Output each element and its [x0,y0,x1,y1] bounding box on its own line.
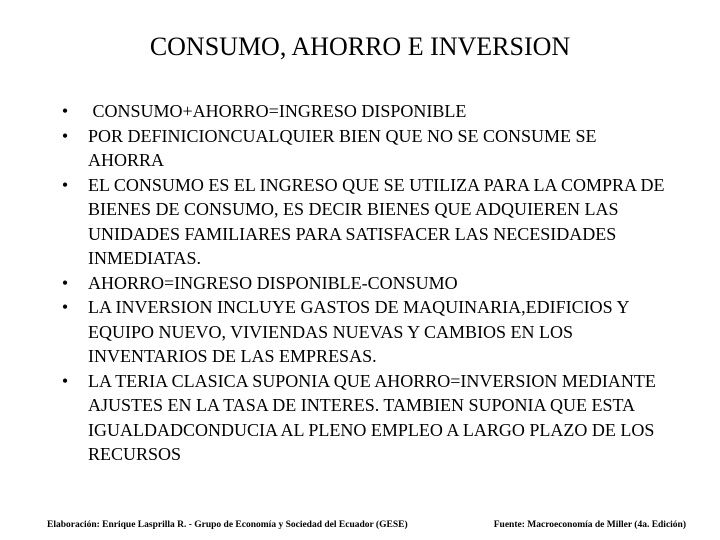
footer-credit: Elaboración: Enrique Lasprilla R. - Grupo de Economía y Sociedad del Ecuador (GESE) [47,520,408,530]
bullet-marker: • [61,125,69,146]
bullet-text: AHORRO=INGRESO DISPONIBLE-CONSUMO [88,272,458,293]
bullet-marker: • [61,297,69,317]
bullet-text: LA INVERSION INCLUYE GASTOS DE MAQUINARIA,EDIFICIOS Y EQUIPO NUEVO, VIVIENDAS NUEVAS Y CAMBIOS EN LOS INVENTARIOS DE LAS EMPRESAS. [88,297,629,366]
footer [0,518,720,532]
bullet-text: LA TERIA CLASICA SUPONIA QUE AHORRO=INVERSION MEDIANTE AJUSTES EN LA TASA DE INTERES. TAMBIEN SUPONIA QUE ESTA IGUALDADCONDUCIA AL PLENO EMPLEO A LARGO PLAZO DE LOS RECURSOS [88,370,656,464]
bullet-text: POR DEFINICIONCUALQUIER BIEN QUE NO SE CONSUME SE AHORRA [88,125,597,170]
footer-source: Fuente: Macroeconomía de Miller (4a. Edición) [493,520,686,530]
bullet-marker: • [61,174,69,195]
bullet-item [0,295,720,369]
slide-title: CONSUMO, AHORRO E INVERSION [149,32,571,61]
bullet-item [0,173,720,271]
bullet-item [0,271,720,296]
bullet-marker: • [61,101,69,121]
bullet-text: EL CONSUMO ES EL INGRESO QUE SE UTILIZA PARA LA COMPRA DE BIENES DE CONSUMO, ES DECIR BIENES QUE ADQUIEREN LAS UNIDADES FAMILIARES PARA SATISFACER LAS NECESIDADES INMEDIATAS. [88,174,665,268]
bullet-item [0,99,720,124]
bullet-item [0,124,720,173]
bullet-marker: • [61,272,69,293]
bullet-marker: • [61,370,69,391]
bullet-list [0,99,720,467]
bullet-text: CONSUMO+AHORRO=INGRESO DISPONIBLE [88,101,467,121]
bullet-item [0,369,720,467]
